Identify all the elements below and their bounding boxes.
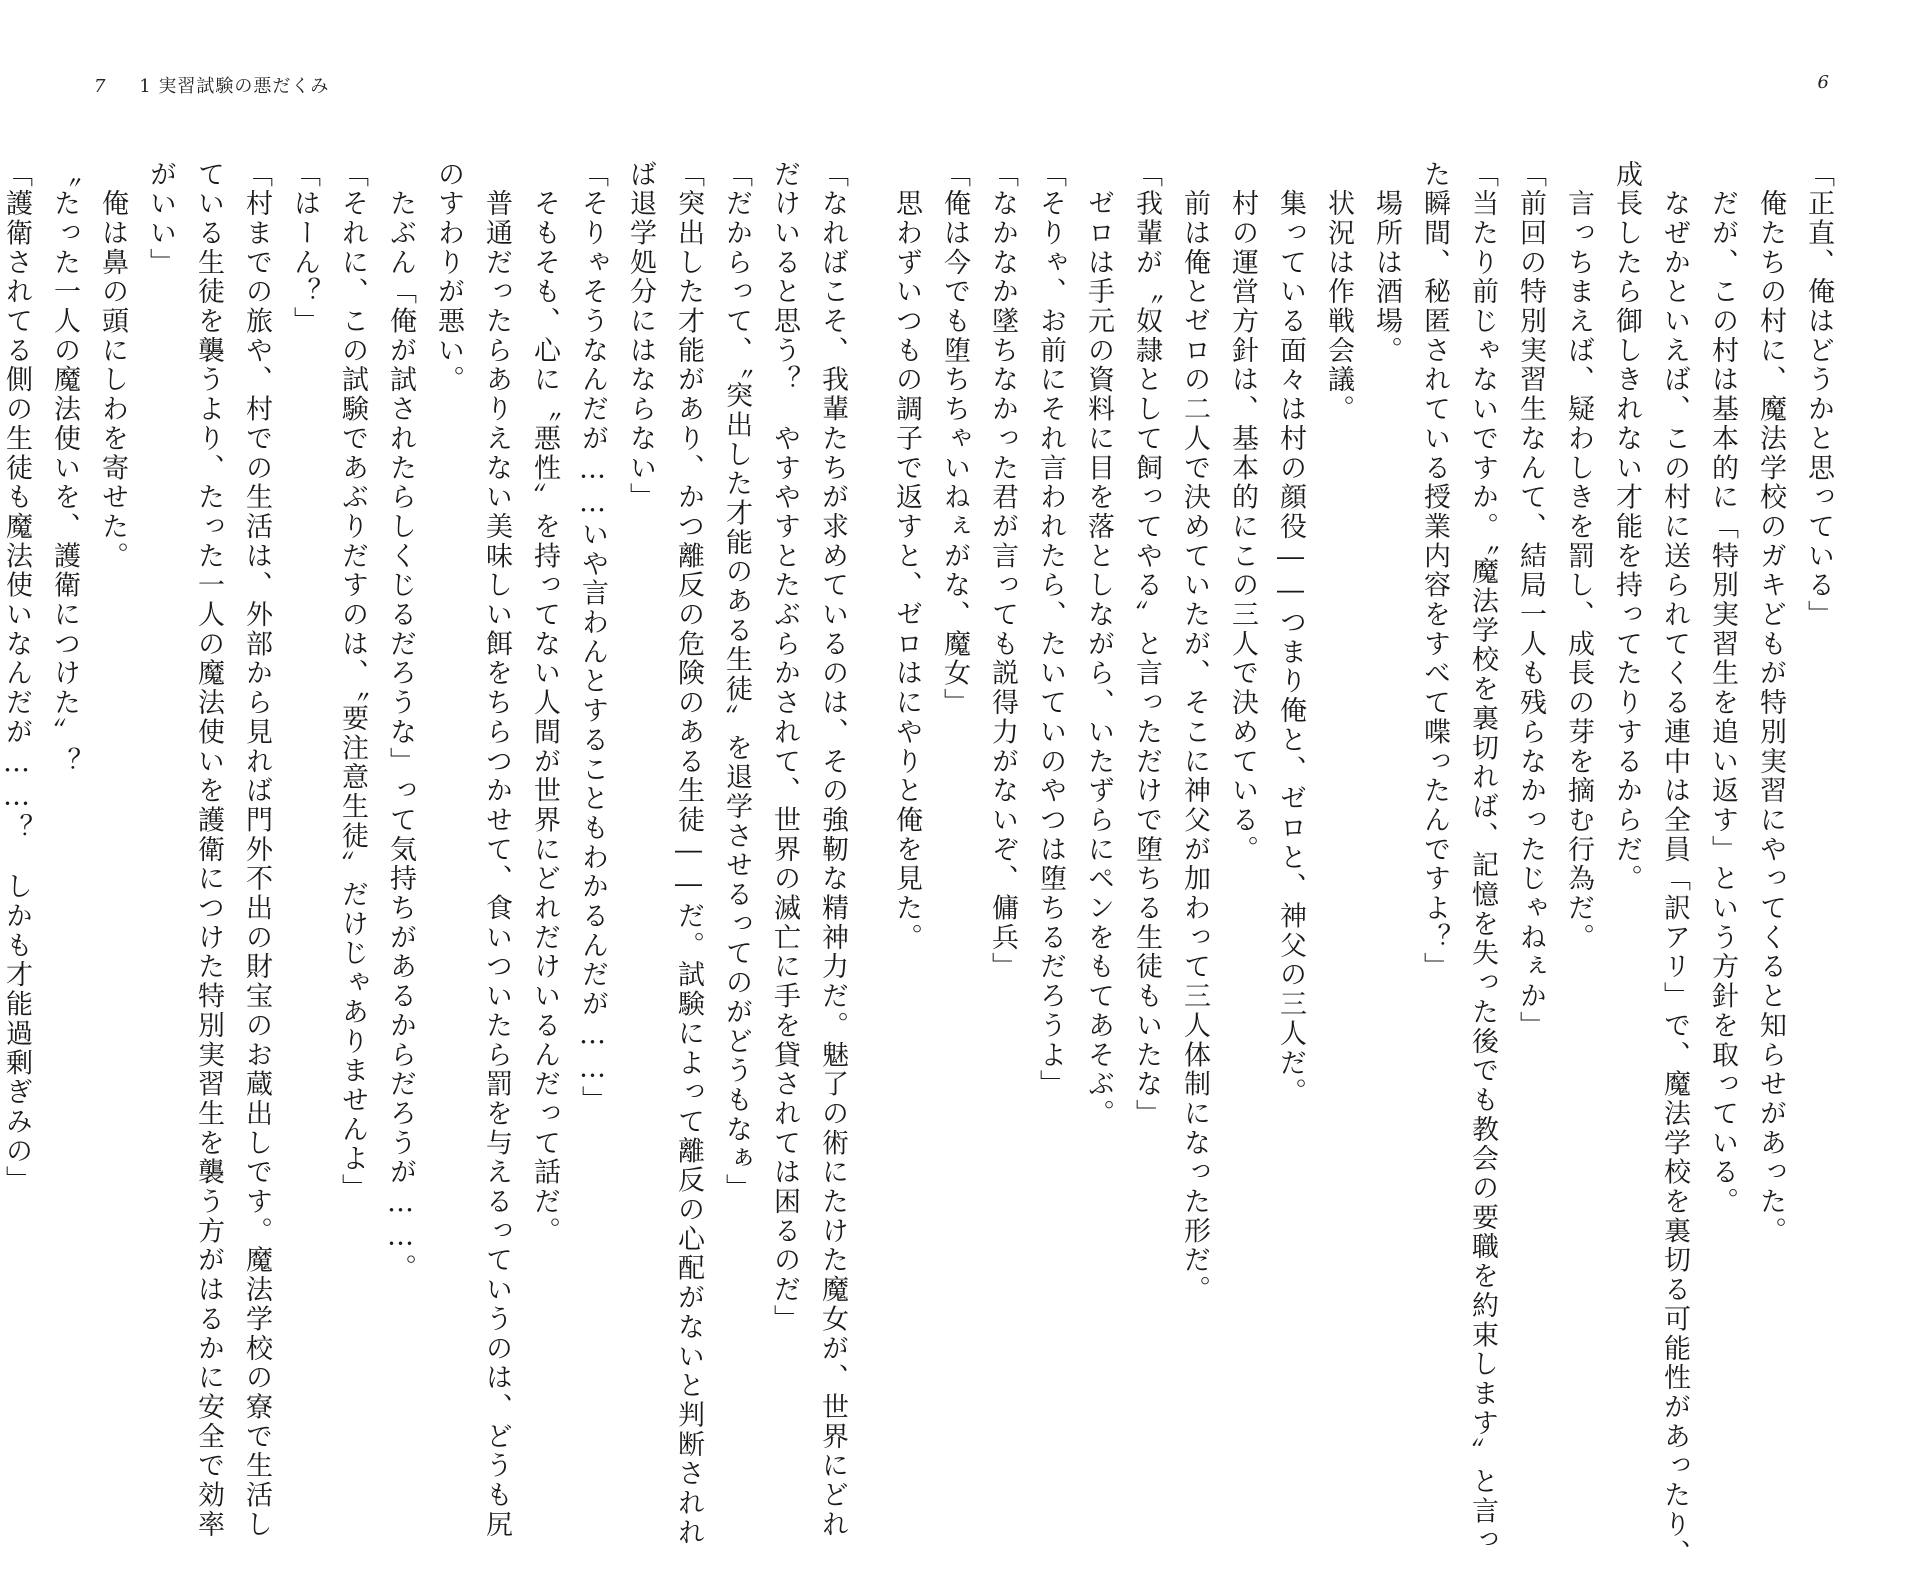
text-line: 集っている面々は村の顔役――つまり俺と、ゼロと、神父の三人だ。 (1275, 160, 1306, 1108)
text-line: 場所は酒場。 (1371, 160, 1402, 366)
running-head: 1 実習試験の悪だくみ (139, 76, 330, 97)
text-line: 俺たちの村に、魔法学校のガキどもが特別実習にやってくると知らせがあった。 (1755, 160, 1786, 1246)
right-page-body (891, 160, 1842, 1569)
text-line: ゼロは手元の資料に目を落としながら、いたずらにペンをもてあそぶ。 (1083, 160, 1114, 1129)
text-line: 前は俺とゼロの二人で決めていたが、そこに神父が加わって三人体制になった形だ。 (1179, 160, 1210, 1305)
text-line: 「それに、この試験であぶりだすのは、〝要注意生徒〟だけじゃありませんよ」 (337, 160, 368, 1204)
text-line: ば退学処分にはならない」 (625, 160, 656, 513)
text-line: 「我輩が〝奴隷として飼ってやる〟と言っただけで堕ちる生徒もいたな」 (1131, 160, 1162, 1129)
text-line: 成長したら御しきれない才能を持ってたりするからだ。 (1611, 160, 1642, 894)
text-line: 普通だったらありえない美味しい餌をちらつかせて、食いついたら罰を与えるっていうのは、どうも尻 (481, 160, 512, 1540)
text-line: 「正直、俺はどうかと思っている」 (1803, 160, 1834, 630)
text-line: 「だからって、〝突出した才能のある生徒〟を退学させるってのがどうもなぁ」 (721, 160, 752, 1204)
text-line: がいい」 (145, 160, 176, 278)
text-line: 「俺は今でも堕ちちゃいねぇがな、魔女」 (939, 160, 970, 718)
text-line: なぜかといえば、この村に送られてくる連中は全員「訳アリ」で、魔法学校を裏切る可能性があったり、 (1659, 160, 1690, 1569)
text-line: 「護衛されてる側の生徒も魔法使いなんだが……？ しかも才能過剰ぎみの」 (1, 160, 32, 1196)
text-line: 「はーん？」 (289, 160, 320, 337)
text-line: 村の運営方針は、基本的にこの三人で決めている。 (1227, 160, 1258, 865)
text-line: 「前回の特別実習生なんて、結局一人も残らなかったじゃねぇか」 (1515, 160, 1546, 1041)
text-line: 俺は鼻の頭にしわを寄せた。 (97, 160, 128, 571)
left-page-header (94, 72, 329, 98)
text-line: 「突出した才能があり、かつ離反の危険のある生徒――だ。試験によって離反の心配がないと判断されれ (673, 160, 704, 1548)
text-line: 思わずいつもの調子で返すと、ゼロはにやりと俺を見た。 (891, 160, 922, 953)
page-number-left: 7 (94, 76, 107, 97)
text-line: だけいると思う？ やすやすとたぶらかされて、世界の滅亡に手を貸されては困るのだ」 (769, 160, 800, 1334)
text-line: そもそも、心に〝悪性〟を持ってない人間が世界にどれだけいるんだって話だ。 (529, 160, 560, 1246)
text-line: た瞬間、秘匿されている授業内容をすべて喋ったんですよ？」 (1419, 160, 1450, 982)
left-page-body (1, 160, 856, 1548)
left-page (0, 0, 960, 1548)
right-page (891, 0, 1920, 1569)
text-line: 状況は作戦会議。 (1323, 160, 1354, 425)
page-number-right: 6 (1817, 72, 1830, 93)
text-line: 「当たり前じゃないですか。〝魔法学校を裏切れば、記憶を失った後でも教会の要職を約束します〟と言っ (1467, 160, 1498, 1556)
text-line: のすわりが悪い。 (433, 160, 464, 395)
text-line: 「そりゃ、お前にそれ言われたら、たいていのやつは堕ちるだろうよ」 (1035, 160, 1066, 1100)
text-line: 「なかなか墜ちなかった君が言っても説得力がないぞ、傭兵」 (987, 160, 1018, 982)
text-line: たぶん「俺が試されたらしくじるだろうな」って気持ちがあるからだろうが……。 (385, 160, 416, 1284)
text-line: ている生徒を襲うより、たった一人の魔法使いを護衛につけた特別実習生を襲う方がはるかに安全で効率 (193, 160, 224, 1540)
text-line: 言っちまえば、疑わしきを罰し、成長の芽を摘む行為だ。 (1563, 160, 1594, 953)
text-line: 「そりゃそうなんだが……いや言わんとすることもわかるんだが……」 (577, 160, 608, 1116)
text-line: 〝たった一人の魔法使いを、護衛につけた〟？ (49, 160, 80, 777)
text-line: 「村までの旅や、村での生活は、外部から見れば門外不出の財宝のお蔵出しです。魔法学校の寮で生活し (241, 160, 272, 1540)
text-line: だが、この村は基本的に「特別実習生を追い返す」という方針を取っている。 (1707, 160, 1738, 1217)
text-line: 「なればこそ、我輩たちが求めているのは、その強靭な精神力だ。魅了の術にたけた魔女が、世界にどれ (817, 160, 848, 1540)
